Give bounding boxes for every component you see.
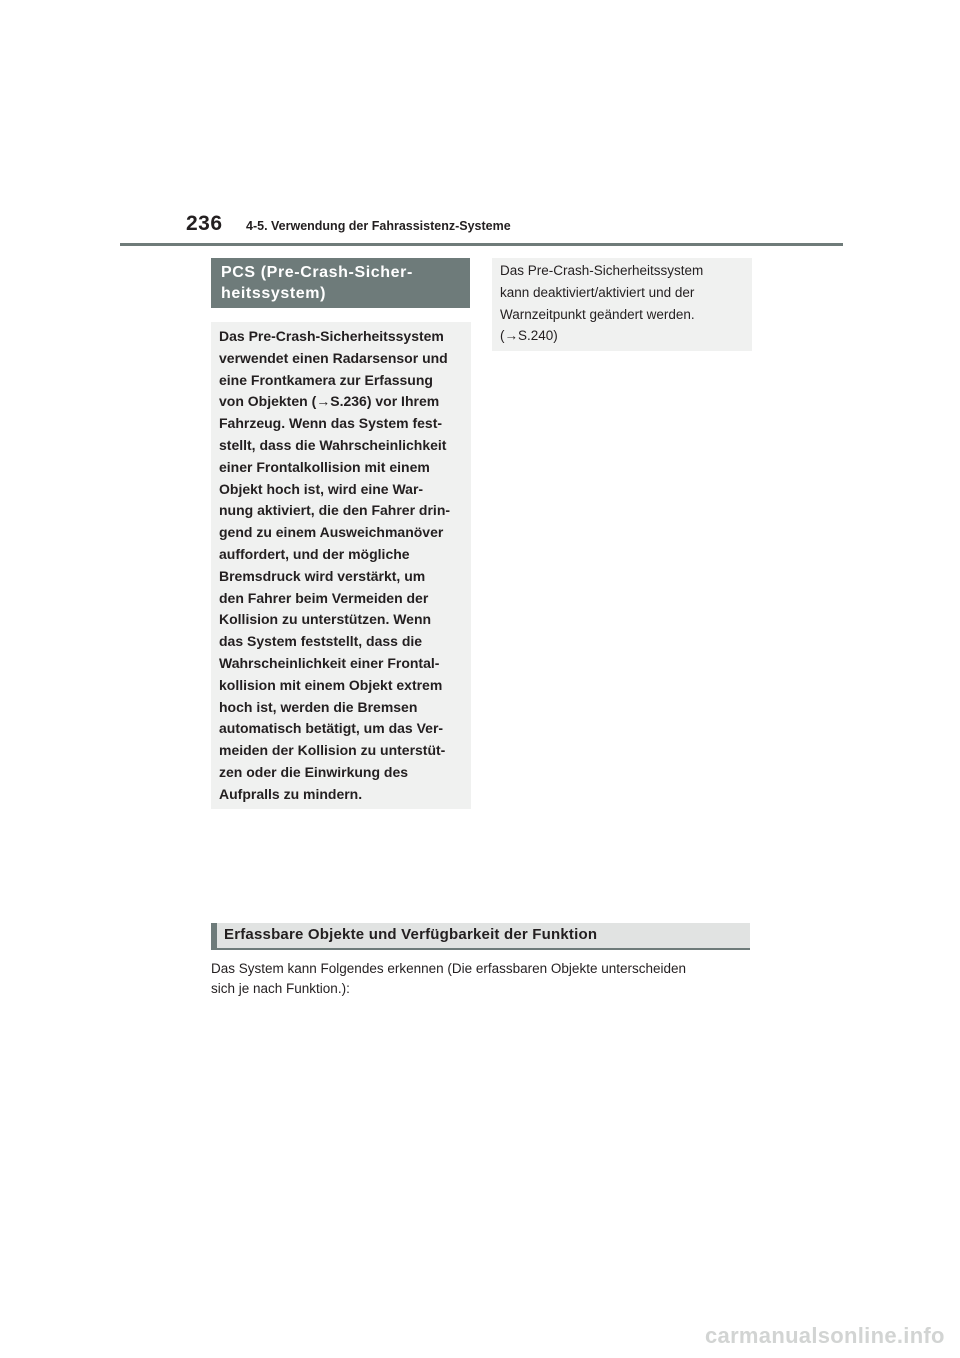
subsection-accent-bar [211, 923, 217, 948]
note-text: Das Pre-Crash-Sicherheitssystem kann deaktiviert/aktiviert und der Warnzeitpunkt geändert werden. (→S.240) [500, 263, 704, 344]
intro-text: Das Pre-Crash-Sicherheitssystem verwendet einen Radarsensor und eine Frontkamera zur Erfassung von Objekten (→S.236) vor Ihrem Fahrzeug. Wenn das System fest- stellt, dass die Wahrscheinlichkeit einer Frontalkollision mit einem Objekt hoch ist, wird eine War- nung aktiviert, die den Fahrer drin- gend zu einem Ausweichmanöver auffordert, und der mögliche Bremsdruck wird verstärkt, um den Fahrer beim Vermeiden der Kollision zu unterstützen. Wenn das System feststellt, dass die Wahrscheinlichkeit einer Frontal- kollision mit einem Objekt extrem hoch ist, werden die Bremsen automatisch betätigt, um das Ver- meiden der Kollision zu unterstüt- zen oder die Einwirkung des Aufpralls zu mindern. [219, 328, 451, 802]
page-number: 236 [186, 212, 223, 235]
body-paragraph: Das System kann Folgendes erkennen (Die erfassbaren Objekte unterscheiden sich je nach Funktion.): [211, 961, 687, 996]
note-box [492, 258, 752, 351]
subsection-heading: Erfassbare Objekte und Verfügbarkeit der Funktion [224, 926, 598, 943]
subsection-heading-bar [211, 923, 750, 950]
watermark: carmanualsonline.info [705, 1323, 945, 1348]
section-heading: PCS (Pre-Crash-Sicher- heitssystem) [221, 264, 413, 302]
header-divider [120, 243, 843, 246]
intro-box [211, 322, 471, 809]
section-heading-box [211, 258, 470, 308]
chapter-title: 4-5. Verwendung der Fahrassistenz-Systeme [246, 219, 511, 233]
